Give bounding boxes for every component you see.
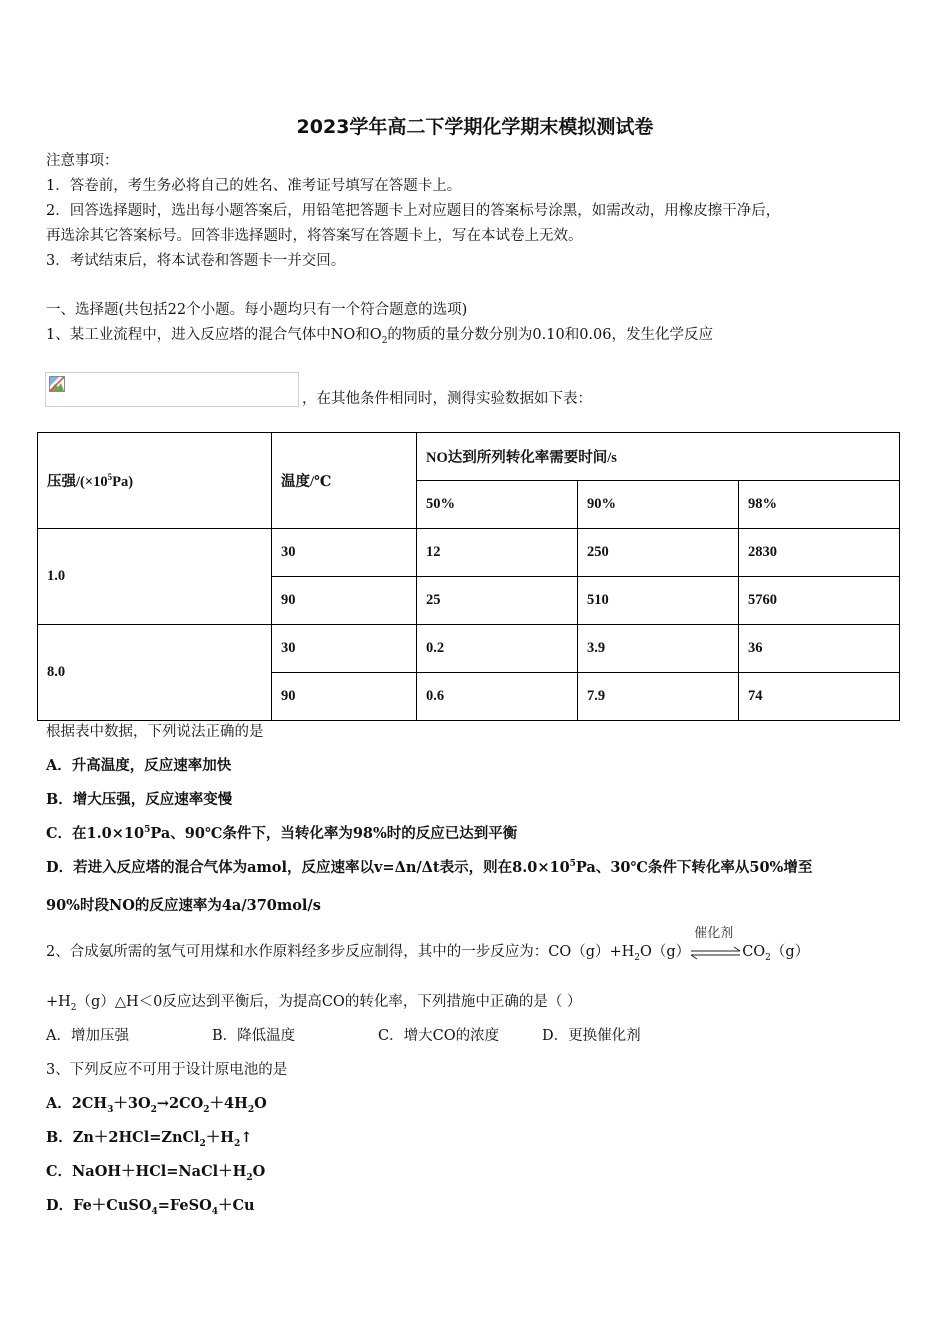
value-cell: 5760	[739, 577, 900, 625]
q1-stem: 1、某工业流程中，进入反应塔的混合气体中NO和$O_2$的物质的量分数分别为0.10和0.06，发生化学反应	[46, 327, 713, 346]
q1-after-image: ，在其他条件相同时，测得实验数据如下表：	[302, 391, 592, 407]
temp-cell: 90	[272, 673, 417, 721]
table-row	[38, 625, 900, 673]
q1-option-a: A．升高温度，反应速率加快	[46, 757, 232, 774]
value-cell: 3.9	[578, 625, 739, 673]
notice-item-3: 3．考试结束后，将本试卷和答题卡一并交回。	[46, 253, 346, 269]
notice-item-1: 1．答卷前，考生务必将自己的姓名、准考证号填写在答题卡上。	[46, 178, 462, 194]
q2-option-d: D．更换催化剂	[542, 1028, 641, 1044]
header-conv-98: 98%	[739, 481, 900, 529]
q1-option-d-line1: D．若进入反应塔的混合气体为amol，反应速率以v=Δn/Δt表示，则在$8.0\times 10^5Pa$、30℃条件下转化率从50%增至	[46, 859, 813, 876]
value-cell: 2830	[739, 529, 900, 577]
q2-stem: 2、合成氨所需的氢气可用煤和水作原料经多步反应制得，其中的一步反应为：$CO(g)+H_2O(g)$ 催化剂 $CO_2(g)$	[46, 941, 809, 963]
value-cell: 74	[739, 673, 900, 721]
pressure-cell: 8.0	[38, 625, 272, 721]
q2-option-a: A．增加压强	[46, 1028, 129, 1044]
q3-option-d: D．Fe＋CuSO$_4$=FeSO$_4$＋Cu	[46, 1197, 255, 1217]
exam-title: 2023学年高二下学期化学期末模拟测试卷	[296, 116, 654, 138]
notice-heading: 注意事项：	[46, 153, 119, 169]
q2-option-c: C．增大CO的浓度	[378, 1028, 500, 1044]
section-heading: 一、选择题(共包括22个小题。每小题均只有一个符合题意的选项)	[46, 302, 468, 318]
equilibrium-arrow-icon	[690, 926, 742, 959]
value-cell: 12	[417, 529, 578, 577]
header-conv-90: 90%	[578, 481, 739, 529]
pressure-cell: 1.0	[38, 529, 272, 625]
table-row	[38, 529, 900, 577]
value-cell: 510	[578, 577, 739, 625]
header-temperature: 温度/℃	[272, 433, 417, 529]
q1-option-c: C．在$1.0\times 10^5Pa$、90℃条件下，当转化率为98%时的反应已达到平衡	[46, 825, 518, 842]
value-cell: 0.6	[417, 673, 578, 721]
q1-data-table	[37, 432, 900, 721]
catalyst-label: 催化剂	[694, 926, 734, 941]
header-time: NO达到所列转化率需要时间/s	[417, 433, 900, 481]
temp-cell: 90	[272, 577, 417, 625]
broken-image-icon	[49, 376, 65, 392]
notice-item-2b: 再选涂其它答案标号。回答非选择题时，将答案写在答题卡上，写在本试卷上无效。	[46, 228, 583, 244]
q1-option-d-line2: 90%时段NO的反应速率为4a/370mol/s	[46, 897, 321, 914]
broken-image-placeholder	[45, 372, 299, 407]
value-cell: 25	[417, 577, 578, 625]
value-cell: 0.2	[417, 625, 578, 673]
temp-cell: 30	[272, 625, 417, 673]
notice-item-2a: 2．回答选择题时，选出每小题答案后，用铅笔把答题卡上对应题目的答案标号涂黑，如需改动，用橡皮擦干净后，	[46, 203, 781, 219]
q3-option-c: C．$NaOH+HCl=NaCl+H_2O$	[46, 1163, 266, 1183]
q2-stem-line2: $+H_2(g)\triangle H<0$反应达到平衡后，为提高CO的转化率，下列措施中正确的是（ ）	[46, 994, 582, 1013]
q3-stem: 3、下列反应不可用于设计原电池的是	[46, 1062, 288, 1078]
q1-prompt: 根据表中数据，下列说法正确的是	[46, 724, 264, 740]
q3-option-a: A．$2CH_3+3O_2\to 2CO_2+4H_2O$	[46, 1095, 267, 1115]
value-cell: 250	[578, 529, 739, 577]
value-cell: 36	[739, 625, 900, 673]
q2-option-b: B．降低温度	[212, 1028, 296, 1044]
header-pressure: 压强$/(\times 10^5Pa)$	[38, 433, 272, 529]
q3-option-b: B．$Zn+2HCl=ZnCl_2+H_2↑$	[46, 1129, 253, 1149]
q1-option-b: B．增大压强，反应速率变慢	[46, 791, 233, 808]
temp-cell: 30	[272, 529, 417, 577]
header-conv-50: 50%	[417, 481, 578, 529]
value-cell: 7.9	[578, 673, 739, 721]
